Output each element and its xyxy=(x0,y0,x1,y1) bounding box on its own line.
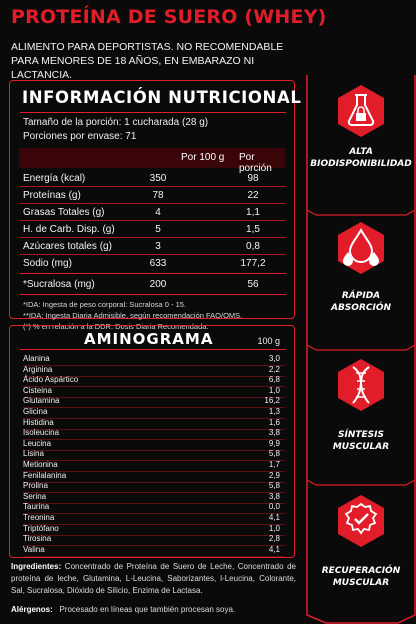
amino-value: 2,9 xyxy=(268,470,280,480)
benefit-label: SÍNTESIS MUSCULAR xyxy=(332,430,390,452)
divider xyxy=(20,220,286,221)
table-header xyxy=(19,148,285,174)
servings-per-container: Porciones por envase: 71 xyxy=(23,131,137,142)
amino-name: Glicina xyxy=(23,407,48,416)
footnote: *IDA: Ingesta de peso corporal: Sucralosa 0 - 15. xyxy=(23,300,187,309)
amino-name: Taurina xyxy=(23,502,50,512)
divider xyxy=(20,254,286,255)
amino-name: Isoleucina xyxy=(23,428,60,438)
table-row: Energía (kcal) 350 98 xyxy=(23,173,259,184)
divider xyxy=(20,203,286,204)
divider xyxy=(20,186,286,187)
amino-value: 9,9 xyxy=(268,438,280,448)
allergens-text: Procesado en líneas que también procesan soya. xyxy=(59,605,236,614)
amino-value: 1,6 xyxy=(268,417,280,427)
amino-name: Alanina xyxy=(23,354,50,363)
amino-name: Lisina xyxy=(23,449,44,459)
warning-text: ALIMENTO PARA DEPORTISTAS. NO RECOMENDABLE PARA MENORES DE 18 AÑOS, EN EMBARAZO NI LACTANCIA. xyxy=(11,41,284,81)
amino-value: 3,8 xyxy=(268,491,280,501)
aminogram-unit: 100 g xyxy=(257,336,280,346)
benefit-label: ALTA BIODISPONIBILIDAD xyxy=(310,147,412,169)
amino-name: Serina xyxy=(23,491,47,501)
flask-lock-icon xyxy=(333,83,389,139)
aminogram-panel xyxy=(9,325,295,558)
sucralose-row: *Sucralosa (mg) 200 56 xyxy=(23,279,259,290)
amino-value: 3,0 xyxy=(268,354,280,363)
amino-name: Cisteina xyxy=(23,385,52,395)
amino-name: Glutamina xyxy=(23,396,60,406)
ingredients-text: Concentrado de Proteína de Suero de Leche, Concentrado de proteína de leche, Glutamina, L-Leucina, Saborizantes, l-Leucina, Colorante, Sal, Sucralosa, Dióxido de Silicio, Enzima de Lactasa. xyxy=(11,562,296,595)
allergens xyxy=(11,605,235,614)
table-row: Sodio (mg) 633 177,2 xyxy=(23,258,266,269)
amino-value: 16,2 xyxy=(264,396,280,406)
amino-name: Ácido Aspártico xyxy=(23,375,79,385)
product-title: PROTEÍNA DE SUERO (WHEY) xyxy=(11,6,327,28)
amino-name: Fenilalanina xyxy=(23,470,67,480)
amino-name: Tirosina xyxy=(23,534,52,544)
footnote: **IDA: Ingesta Diaria Admisible, según recomendación FAO/OMS. xyxy=(23,311,243,320)
amino-value: 5,8 xyxy=(268,449,280,459)
table-row: Proteínas (g) 78 22 xyxy=(23,190,259,201)
amino-value: 2,8 xyxy=(268,534,280,544)
amino-name: Leucina xyxy=(23,438,52,448)
divider xyxy=(20,112,286,113)
divider xyxy=(20,349,286,350)
amino-name: Arginina xyxy=(23,364,53,374)
ingredients xyxy=(11,561,296,597)
benefit-label: RÁPIDA ABSORCIÓN xyxy=(330,291,392,313)
amino-name: Histidina xyxy=(23,417,54,427)
aminogram-title: AMINOGRAMA xyxy=(84,330,214,348)
amino-value: 1,0 xyxy=(268,523,280,533)
footnote: (*) % en relación a la DDR: Dosis Diaria Recomendada. xyxy=(23,322,209,331)
nutrition-panel xyxy=(9,80,302,331)
benefit-label: RECUPERACIÓN MUSCULAR xyxy=(321,566,401,588)
amino-name: Prolina xyxy=(23,481,48,491)
divider xyxy=(20,273,286,274)
benefits-column xyxy=(306,75,416,624)
badge-check-icon xyxy=(333,493,389,549)
col-per-portion: Por porción xyxy=(239,152,272,174)
amino-name: Treonina xyxy=(23,513,55,522)
amino-value: 1,0 xyxy=(268,385,280,395)
table-row: H. de Carb. Disp. (g) 5 1,5 xyxy=(23,224,260,235)
amino-value: 2,2 xyxy=(268,364,280,374)
list-item xyxy=(23,545,285,557)
amino-value: 3,8 xyxy=(268,428,280,438)
drops-icon xyxy=(333,220,389,276)
amino-name: Metionina xyxy=(23,460,58,469)
amino-value: 0,0 xyxy=(268,502,280,512)
table-row: Grasas Totales (g) 4 1,1 xyxy=(23,207,260,218)
divider xyxy=(20,237,286,238)
col-per-100g: Por 100 g xyxy=(181,152,225,163)
allergens-label: Alérgenos: xyxy=(11,605,53,614)
table-row: Azúcares totales (g) 3 0,8 xyxy=(23,241,260,252)
amino-value: 4,1 xyxy=(268,544,280,554)
ingredients-label: Ingredientes: xyxy=(11,562,62,571)
dna-icon xyxy=(333,357,389,413)
amino-value: 1,3 xyxy=(268,407,280,416)
amino-value: 1,7 xyxy=(268,460,280,469)
amino-value: 4,1 xyxy=(268,513,280,522)
amino-value: 5,8 xyxy=(268,481,280,491)
amino-value: 6,8 xyxy=(268,375,280,385)
divider xyxy=(20,294,286,295)
amino-name: Triptófano xyxy=(23,523,59,533)
serving-size: Tamaño de la porción: 1 cucharada (28 g) xyxy=(23,117,209,128)
amino-name: Valina xyxy=(23,544,45,554)
nutrition-title: INFORMACIÓN NUTRICIONAL xyxy=(22,88,302,107)
